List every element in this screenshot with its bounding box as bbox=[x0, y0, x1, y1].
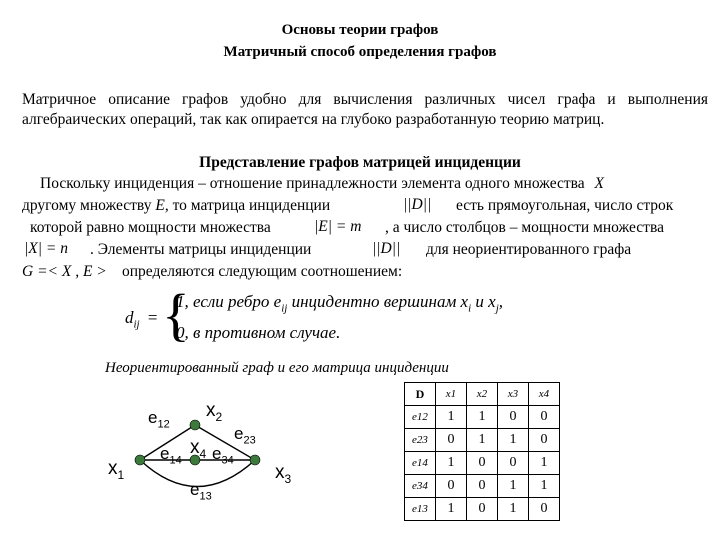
edge-label-e13 bbox=[190, 480, 212, 502]
formula-lhs bbox=[125, 308, 157, 330]
matrix-row bbox=[405, 498, 560, 521]
matrix-cell: 1 bbox=[529, 475, 560, 498]
label-text: e bbox=[190, 480, 200, 499]
matrix-cell: 1 bbox=[498, 498, 529, 521]
graph-definition: G =< X , E > bbox=[22, 263, 107, 280]
matrix-cell: 0 bbox=[467, 475, 498, 498]
incidence-matrix bbox=[404, 382, 560, 521]
body-text: , а число столбцов – мощности множества bbox=[385, 219, 664, 236]
matrix-row-header: e23 bbox=[405, 429, 436, 452]
label-sub: 2 bbox=[215, 409, 223, 424]
matrix-col-header: x2 bbox=[467, 383, 498, 406]
body-line-1 bbox=[40, 175, 604, 193]
matrix-cell: 1 bbox=[467, 429, 498, 452]
body-text: другому множеству bbox=[22, 197, 152, 214]
body-text: , то матрица инциденции bbox=[164, 197, 331, 214]
matrix-d-symbol: ||D|| bbox=[403, 196, 432, 213]
body-text: определяются следующим соотношением: bbox=[122, 263, 403, 280]
matrix-row bbox=[405, 406, 560, 429]
body-text: есть прямоугольная, число строк bbox=[456, 197, 674, 214]
label-sub: 4 bbox=[199, 446, 207, 461]
matrix-row bbox=[405, 452, 560, 475]
body-text: Поскольку инциденция – отношение принадлежности элемента одного множества bbox=[40, 175, 585, 192]
formula-case-1 bbox=[176, 292, 503, 314]
matrix-cell: 1 bbox=[498, 475, 529, 498]
label-sub: 23 bbox=[243, 434, 256, 447]
label-text: x bbox=[275, 462, 285, 483]
edge-label-e34 bbox=[212, 444, 234, 466]
label-sub: 14 bbox=[169, 454, 182, 467]
matrix-cell: 0 bbox=[436, 475, 467, 498]
set-x-symbol: X bbox=[594, 175, 604, 192]
node-x1 bbox=[135, 455, 145, 465]
matrix-cell: 0 bbox=[529, 498, 560, 521]
body-text: . Элементы матрицы инциденции bbox=[90, 241, 312, 258]
formula-sub: j bbox=[495, 302, 499, 315]
matrix-row-header: e34 bbox=[405, 475, 436, 498]
formula-eq: = bbox=[147, 308, 158, 327]
matrix-cell: 0 bbox=[498, 452, 529, 475]
label-sub: 13 bbox=[199, 490, 212, 503]
label-text: e bbox=[234, 424, 244, 443]
edge-label-e23 bbox=[234, 424, 256, 446]
matrix-cell: 0 bbox=[436, 429, 467, 452]
body-line-2 bbox=[22, 197, 330, 215]
matrix-row-header: e13 bbox=[405, 498, 436, 521]
intro-paragraph: Матричное описание графов удобно для вычисления различных чисел графа и выполнения алгебраических операций, так как опирается на глубоко разработанную теорию матриц. bbox=[22, 91, 708, 128]
matrix-row-header: e14 bbox=[405, 452, 436, 475]
formula-text: инцидентно вершинам x bbox=[287, 292, 469, 311]
matrix-cell: 0 bbox=[529, 429, 560, 452]
matrix-d-symbol: ||D|| bbox=[372, 240, 401, 257]
formula-sub: ij bbox=[133, 318, 140, 331]
node-x2 bbox=[190, 420, 200, 430]
matrix-cell: 0 bbox=[498, 406, 529, 429]
page-title: Основы теории графов bbox=[281, 22, 439, 38]
label-text: e bbox=[160, 444, 170, 463]
body-text: которой равно мощности множества bbox=[30, 219, 271, 236]
label-sub: 3 bbox=[284, 471, 292, 486]
matrix-cell: 0 bbox=[467, 452, 498, 475]
page-subtitle: Матричный способ определения графов bbox=[223, 44, 497, 60]
cardinality-e: |E| = m bbox=[314, 218, 362, 235]
node-x3 bbox=[250, 455, 260, 465]
matrix-cell: 1 bbox=[436, 498, 467, 521]
formula-case-2: 0, в противном случае. bbox=[176, 323, 341, 342]
matrix-table bbox=[404, 382, 560, 521]
node-label-x3 bbox=[275, 462, 291, 486]
label-sub: 34 bbox=[221, 454, 234, 467]
matrix-corner: D bbox=[405, 383, 436, 406]
matrix-cell: 1 bbox=[436, 452, 467, 475]
formula-text: , bbox=[498, 292, 504, 311]
cardinality-x: |X| = n bbox=[24, 240, 68, 257]
label-text: e bbox=[148, 408, 158, 427]
matrix-col-header: x1 bbox=[436, 383, 467, 406]
formula-sub: i bbox=[468, 302, 472, 315]
label-text: e bbox=[212, 444, 222, 463]
matrix-cell: 1 bbox=[498, 429, 529, 452]
node-label-x1 bbox=[108, 458, 124, 482]
formula-sub: ij bbox=[281, 302, 288, 315]
formula-text: и x bbox=[471, 292, 496, 311]
formula-brace: { bbox=[162, 282, 190, 347]
matrix-cell: 1 bbox=[436, 406, 467, 429]
node-label-x2 bbox=[206, 400, 222, 424]
graph-figure bbox=[100, 395, 400, 535]
label-text: x bbox=[190, 437, 200, 458]
matrix-cell: 0 bbox=[467, 498, 498, 521]
node-label-x4 bbox=[190, 437, 206, 461]
edge-label-e14 bbox=[160, 444, 182, 466]
matrix-header-row bbox=[405, 383, 560, 406]
figure-caption: Неориентированный граф и его матрица инциденции bbox=[105, 360, 449, 376]
matrix-row bbox=[405, 475, 560, 498]
section-heading: Представление графов матрицей инциденции bbox=[199, 154, 521, 171]
matrix-cell: 1 bbox=[529, 452, 560, 475]
set-e-symbol: E bbox=[155, 197, 165, 214]
formula-text: 1, если ребро e bbox=[176, 292, 282, 311]
matrix-col-header: x4 bbox=[529, 383, 560, 406]
label-sub: 1 bbox=[117, 467, 125, 482]
matrix-cell: 1 bbox=[467, 406, 498, 429]
edge-label-e12 bbox=[148, 408, 170, 430]
matrix-col-header: x3 bbox=[498, 383, 529, 406]
matrix-row-header: e12 bbox=[405, 406, 436, 429]
matrix-cell: 0 bbox=[529, 406, 560, 429]
label-sub: 12 bbox=[157, 418, 170, 431]
body-text: для неориентированного графа bbox=[426, 241, 632, 258]
formula-d: d bbox=[125, 308, 134, 327]
label-text: x bbox=[108, 458, 118, 479]
label-text: x bbox=[206, 400, 216, 421]
matrix-row bbox=[405, 429, 560, 452]
